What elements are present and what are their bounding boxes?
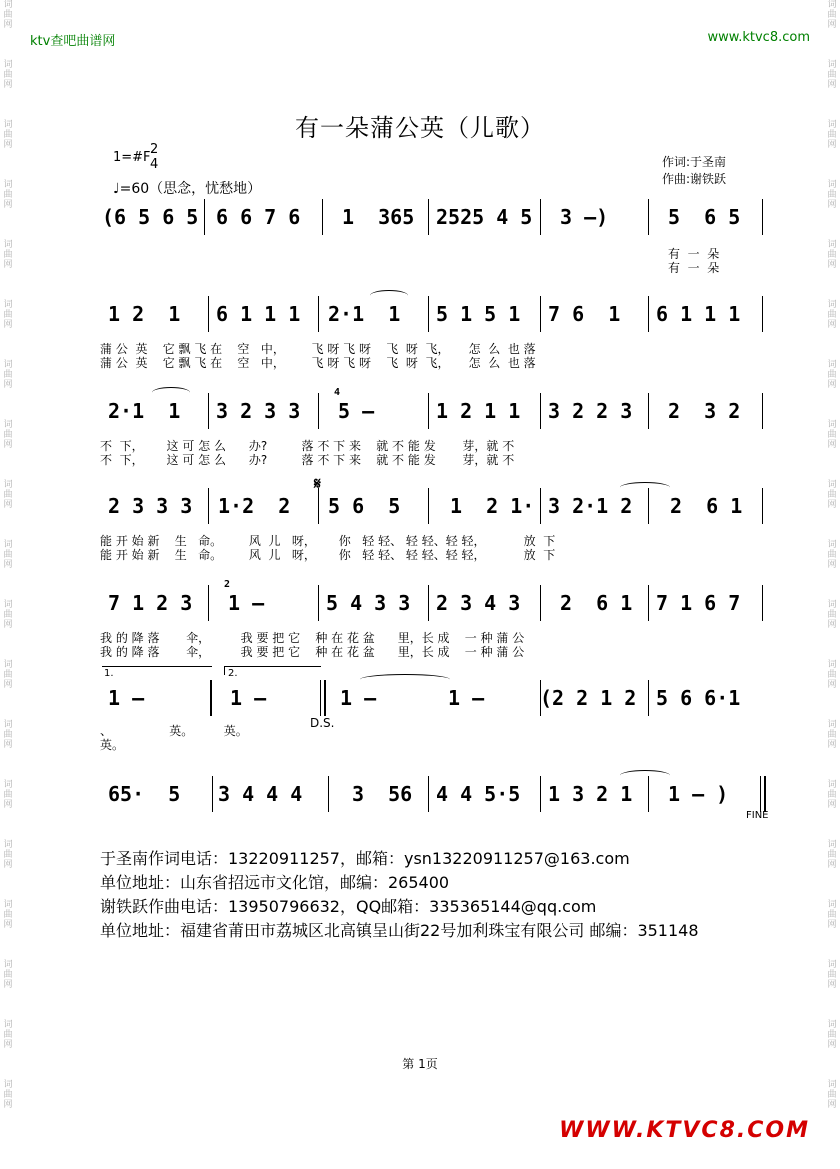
key-signature: 1=#F — [113, 150, 151, 165]
lyrics-verse-1: 我 的 降 落 伞， 我 要 把 它 种 在 花 盆 里，长 成 一 种 蒲 公 — [100, 631, 525, 645]
fine-mark: FINE — [746, 810, 769, 821]
lyricist-credit: 作词:于圣南 — [662, 155, 727, 169]
lyrics-verse-2: 不 下， 这 可 怎 么 办? 落 不 下 来 就 不 能 发 芽，就 不 — [100, 453, 515, 467]
measure: 3 –) — [560, 205, 609, 229]
measure: 5 6 6·1 — [656, 686, 741, 710]
volta-1: 1. — [104, 668, 114, 679]
lyrics-verse-1: 能 开 始 新 生 命。 风 儿 呀， 你 轻 轻、 轻 轻、轻 轻， 放 下 — [100, 534, 556, 548]
measure: (2 2 1 2 — [540, 686, 637, 710]
measure: 2 3 3 3 — [108, 494, 193, 518]
site-logo: WWW.KTVC8.COM — [559, 1118, 810, 1143]
tempo-marking: ♩=60（思念，忧愁地） — [113, 181, 262, 197]
measure: 1 – — [340, 686, 377, 710]
segment-mark: 4 — [334, 387, 341, 398]
measure: 1 – ) — [668, 782, 729, 806]
page-number: 第 1页 — [402, 1057, 438, 1071]
measure: 2525 4 5 — [436, 205, 533, 229]
volta-2: 2. — [228, 668, 238, 679]
segment-mark: 2 — [224, 579, 231, 590]
side-watermark-left: 词曲网 词曲网 词曲网 词曲网 词曲网 词曲网 词曲网 词曲网 词曲网 词曲网 词曲网 词曲网 词曲网 词曲网 词曲网 词曲网 词曲网 词曲网 词曲网 — [3, 0, 13, 1110]
measure: 2 6 1 — [670, 494, 743, 518]
lyrics-verse-1: 蒲 公 英 它 飘 飞 在 空 中， 飞 呀 飞 呀 飞 呀 飞， 怎 么 也 落 — [100, 342, 536, 356]
lyrics-verse-2: 我 的 降 落 伞， 我 要 把 它 种 在 花 盆 里，长 成 一 种 蒲 公 — [100, 645, 525, 659]
measure: 7 6 1 — [548, 302, 621, 326]
measure: 65· 5 — [108, 782, 181, 806]
measure: 5 4 3 3 — [326, 591, 411, 615]
time-signature: 2 4 — [150, 142, 159, 172]
measure: 1 2 1 1 — [436, 399, 521, 423]
measure: 2·1 1 — [108, 399, 181, 423]
measure: 6 1 1 1 — [656, 302, 741, 326]
lyricist-address: 单位地址：山东省招远市文化馆，邮编：265400 — [100, 873, 450, 892]
lyricist-contact: 于圣南作词电话：13220911257，邮箱：ysn13220911257@163.com — [100, 849, 630, 868]
measure: 1 2 1· — [450, 494, 535, 518]
ds-mark: D.S. — [310, 716, 335, 730]
measure: 2 6 1 — [560, 591, 633, 615]
quarter-note-icon: ♩ — [113, 181, 120, 197]
measure: 4 4 5·5 — [436, 782, 521, 806]
measure: 1 – — [230, 686, 267, 710]
measure: 1 3 2 1 — [548, 782, 633, 806]
side-watermark-right: 词曲网 词曲网 词曲网 词曲网 词曲网 词曲网 词曲网 词曲网 词曲网 词曲网 词曲网 词曲网 词曲网 词曲网 词曲网 词曲网 词曲网 词曲网 词曲网 — [827, 0, 837, 1110]
segno-icon: 𝄋 — [314, 474, 321, 493]
song-title: 有一朵蒲公英（儿歌） — [295, 114, 545, 142]
measure: 3 2·1 2 — [548, 494, 633, 518]
composer-contact: 谢铁跃作曲电话：13950796632，QQ邮箱：335365144@qq.com — [100, 897, 597, 916]
measure: 1 2 1 — [108, 302, 181, 326]
measure: (6 5 6 5 — [102, 205, 199, 229]
measure: 5 – — [338, 399, 375, 423]
measure: 6 1 1 1 — [216, 302, 301, 326]
measure: 1 – — [108, 686, 145, 710]
measure: 5 1 5 1 — [436, 302, 521, 326]
header-site-name[interactable]: ktv查吧曲谱网 — [30, 34, 116, 49]
measure: 5 6 5 — [328, 494, 401, 518]
measure: 3 56 — [352, 782, 413, 806]
measure: 3 4 4 4 — [218, 782, 303, 806]
lyrics-verse-2: 能 开 始 新 生 命。 风 儿 呀， 你 轻 轻、 轻 轻、轻 轻， 放 下 — [100, 548, 556, 562]
measure: 2 3 4 3 — [436, 591, 521, 615]
measure: 3 2 3 3 — [216, 399, 301, 423]
measure: 1 – — [228, 591, 265, 615]
measure: 1 – — [448, 686, 485, 710]
measure: 1 365 — [342, 205, 415, 229]
measure: 2 3 2 — [668, 399, 741, 423]
measure: 6 6 7 6 — [216, 205, 301, 229]
composer-credit: 作曲:谢铁跃 — [662, 172, 727, 186]
measure: 7 1 2 3 — [108, 591, 193, 615]
lyrics-verse-2: 蒲 公 英 它 飘 飞 在 空 中， 飞 呀 飞 呀 飞 呀 飞， 怎 么 也 落 — [100, 356, 536, 370]
measure: 7 1 6 7 — [656, 591, 741, 615]
lyrics-verse-1: 不 下， 这 可 怎 么 办? 落 不 下 来 就 不 能 发 芽，就 不 — [100, 439, 515, 453]
measure: 5 6 5 — [668, 205, 741, 229]
header-site-url[interactable]: www.ktvc8.com — [707, 30, 810, 45]
measure: 1·2 2 — [218, 494, 291, 518]
measure: 2·1 1 — [328, 302, 401, 326]
measure: 3 2 2 3 — [548, 399, 633, 423]
composer-address: 单位地址：福建省莆田市荔城区北高镇呈山街22号加利珠宝有限公司 邮编：351148 — [100, 921, 699, 940]
lyrics-verse-1: 、 英。 英。 — [100, 724, 248, 738]
lyrics-verse-2: 英。 — [100, 738, 125, 752]
